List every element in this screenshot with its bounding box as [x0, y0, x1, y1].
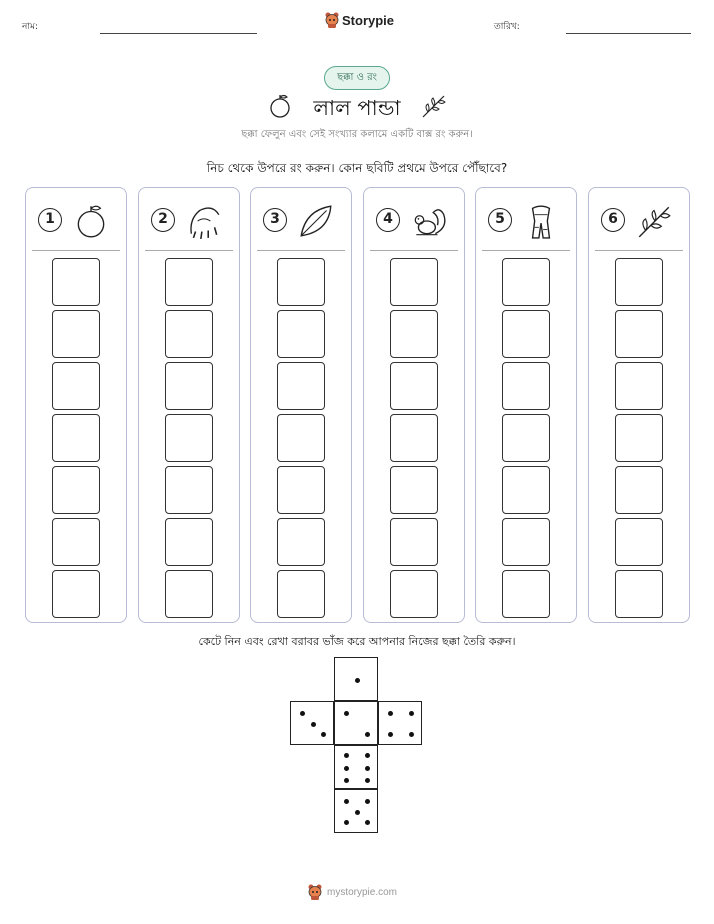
dice-pip [365, 753, 370, 758]
twig-icon [420, 92, 448, 120]
subtitle: ছক্কা ফেলুন এবং সেই সংখ্যার কলামে একটি বাক্স রং করুন। [241, 129, 473, 140]
color-box[interactable] [277, 310, 325, 358]
color-box[interactable] [390, 310, 438, 358]
dice-face-2 [334, 701, 378, 745]
squirrel-icon [410, 202, 448, 244]
color-box[interactable] [277, 518, 325, 566]
color-box[interactable] [615, 570, 663, 618]
column-number: 1 [38, 208, 62, 232]
dice-face-4 [378, 701, 422, 745]
color-box[interactable] [390, 518, 438, 566]
color-box[interactable] [277, 414, 325, 462]
color-box[interactable] [52, 310, 100, 358]
color-box[interactable] [52, 466, 100, 514]
color-box[interactable] [165, 414, 213, 462]
dice-pip [365, 732, 370, 737]
column-divider [482, 250, 570, 251]
dice-face-5 [334, 789, 378, 833]
column-6 [588, 187, 690, 623]
color-box[interactable] [615, 310, 663, 358]
color-box[interactable] [502, 466, 550, 514]
column-divider [32, 250, 120, 251]
color-box[interactable] [165, 310, 213, 358]
color-box[interactable] [390, 258, 438, 306]
column-3 [250, 187, 352, 623]
column-divider [145, 250, 233, 251]
color-box[interactable] [615, 414, 663, 462]
column-number: 4 [376, 208, 400, 232]
color-box[interactable] [165, 466, 213, 514]
name-line [100, 33, 257, 34]
dice-pip [365, 799, 370, 804]
date-line [566, 33, 691, 34]
color-box[interactable] [615, 258, 663, 306]
dice-pip [409, 711, 414, 716]
dice-pip [365, 820, 370, 825]
panda-mascot-icon [325, 12, 339, 28]
scarf-icon [522, 202, 560, 244]
cut-instruction: কেটে নিন এবং রেখা বরাবর ভাঁজ করে আপনার নিজের ছক্কা তৈরি করুন। [198, 635, 516, 648]
column-number: 6 [601, 208, 625, 232]
color-box[interactable] [165, 258, 213, 306]
date-label: তারিখ: [494, 22, 520, 32]
color-box[interactable] [390, 362, 438, 410]
leaf-icon [297, 202, 335, 244]
color-box[interactable] [502, 310, 550, 358]
dice-pip [344, 820, 349, 825]
column-number: 3 [263, 208, 287, 232]
color-box[interactable] [502, 414, 550, 462]
color-box[interactable] [277, 466, 325, 514]
paw-claw-icon [185, 202, 223, 244]
color-box[interactable] [615, 518, 663, 566]
dice-pip [344, 711, 349, 716]
dice-pip [355, 678, 360, 683]
color-box[interactable] [277, 570, 325, 618]
color-box[interactable] [390, 414, 438, 462]
twig-icon [635, 202, 673, 244]
column-divider [257, 250, 345, 251]
color-box[interactable] [52, 414, 100, 462]
column-number: 2 [151, 208, 175, 232]
dice-pip [409, 732, 414, 737]
dice-face-1 [334, 657, 378, 701]
color-box[interactable] [52, 518, 100, 566]
column-divider [370, 250, 458, 251]
apple-icon [72, 202, 110, 244]
brand-logo [325, 12, 394, 28]
color-box[interactable] [277, 258, 325, 306]
worksheet-header [0, 12, 714, 40]
dice-pip [344, 778, 349, 783]
color-box[interactable] [502, 570, 550, 618]
color-box[interactable] [390, 570, 438, 618]
column-5 [475, 187, 577, 623]
dice-pip [321, 732, 326, 737]
dice-pip [388, 711, 393, 716]
color-box[interactable] [52, 362, 100, 410]
color-box[interactable] [615, 362, 663, 410]
color-box[interactable] [277, 362, 325, 410]
column-header [139, 188, 239, 250]
dice-face-3 [290, 701, 334, 745]
instruction-text: নিচ থেকে উপরে রং করুন। কোন ছবিটি প্রথমে উপরে পৌঁছাবে? [206, 161, 508, 175]
panda-mascot-icon [307, 884, 323, 900]
dice-pip [300, 711, 305, 716]
dice-face-6 [334, 745, 378, 789]
footer [307, 884, 397, 900]
color-box[interactable] [502, 362, 550, 410]
column-2 [138, 187, 240, 623]
color-box[interactable] [502, 258, 550, 306]
dice-pip [344, 766, 349, 771]
dice-pip [311, 722, 316, 727]
column-4 [363, 187, 465, 623]
color-box[interactable] [502, 518, 550, 566]
color-box[interactable] [390, 466, 438, 514]
column-divider [595, 250, 683, 251]
dice-pip [365, 778, 370, 783]
color-box[interactable] [52, 570, 100, 618]
color-box[interactable] [615, 466, 663, 514]
dice-pip [344, 753, 349, 758]
game-type-badge: ছক্কা ও রং [324, 66, 390, 90]
dice-pip [355, 810, 360, 815]
dice-pip [344, 799, 349, 804]
column-header [476, 188, 576, 250]
column-header [251, 188, 351, 250]
column-header [589, 188, 689, 250]
color-box[interactable] [165, 362, 213, 410]
dice-pip [388, 732, 393, 737]
dice-pip [365, 766, 370, 771]
color-box[interactable] [165, 570, 213, 618]
footer-url: mystorypie.com [327, 886, 398, 898]
column-header [26, 188, 126, 250]
page-title: লাল পান্ডা [313, 96, 401, 120]
column-number: 5 [488, 208, 512, 232]
color-box[interactable] [52, 258, 100, 306]
column-header [364, 188, 464, 250]
color-box[interactable] [165, 518, 213, 566]
column-1 [25, 187, 127, 623]
brand-name: Storypie [342, 12, 395, 28]
name-label: নাম: [22, 22, 39, 32]
